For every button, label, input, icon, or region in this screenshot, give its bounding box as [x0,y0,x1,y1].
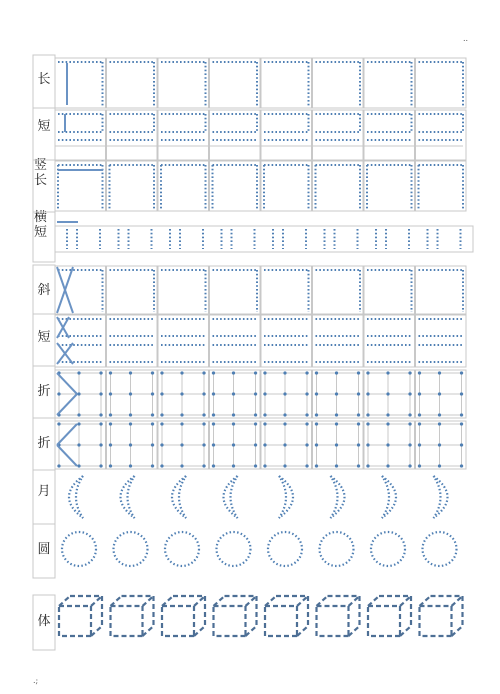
row-slant-short-cell [313,315,364,367]
row-fold-dot [180,371,183,374]
row-short-cell [416,110,467,160]
row-short-cell [210,110,261,160]
row-label-horizontal-short: 横短 [33,210,47,240]
row-vertical-cell [261,161,312,211]
row-fold-dot [305,464,308,467]
label-frame [33,212,55,262]
cube-edge [246,596,257,606]
crescent-outline [69,476,83,518]
row-vertical-cell [158,161,209,211]
row-fold-dot [263,413,266,416]
row-fold-dot [315,422,318,425]
cube-edge [420,596,431,606]
row-fold-dot [151,413,154,416]
cube-edge [91,626,102,636]
row-fold-dot [386,371,389,374]
row-slant-cell [261,266,312,314]
cube-edge [59,596,70,606]
row-fold-dot [460,392,463,395]
row-slant-cell [416,266,467,314]
row-fold-dot [232,422,235,425]
row-fold-dot [160,443,163,446]
row-fold-dot [418,443,421,446]
crescent-outline [172,476,186,518]
row-fold-dot [180,413,183,416]
row-fold-dot [335,392,338,395]
cube-outline [368,596,411,636]
row-fold-dot [408,371,411,374]
row-label-moon: 月 [37,484,51,499]
row-fold-dot [129,371,132,374]
row-vertical-cell [210,161,261,211]
row-fold-dot [283,371,286,374]
crescent-outline [382,476,396,518]
cube-outline [317,596,360,636]
row-fold-dot [160,422,163,425]
row-fold-dot [366,422,369,425]
row-fold-dot [460,413,463,416]
crescent-outline [224,476,238,518]
row-fold-dot [283,464,286,467]
circle-outline [165,532,199,566]
row-fold-dot [129,392,132,395]
cube-edge [400,596,411,606]
cube-edge [297,626,308,636]
row-slant-short-cell [55,315,106,367]
row-fold-sample [57,445,77,466]
row-fold-dot [77,422,80,425]
row-label-cube: 体 [37,614,51,629]
row-vertical-cell [55,161,106,211]
row-fold-dot [129,443,132,446]
row-fold-dot [438,422,441,425]
row-fold-dot [212,413,215,416]
label-frame [33,524,55,578]
row-fold-dot [129,413,132,416]
row-fold-dot [305,443,308,446]
row-fold-dot [109,443,112,446]
row-fold-dot [263,371,266,374]
row-fold-dot [109,464,112,467]
row-label-long: 长 [37,72,51,87]
row-fold-dot [254,371,257,374]
row-fold-dot [99,371,102,374]
footer-mark: .; [33,676,39,685]
row-slant-short-cell [210,315,261,367]
corner-mark: .. [463,34,469,43]
row-fold-dot [151,443,154,446]
row-fold-sample [57,373,77,394]
row-slant-short-cell [158,315,209,367]
row-fold-dot [212,371,215,374]
row-fold-dot [160,392,163,395]
row-long-cell [210,58,261,108]
row-fold-dot [180,422,183,425]
cube-outline [162,596,205,636]
cube-edge [349,596,360,606]
row-vertical-cell [313,161,364,211]
row-fold-sample [57,394,77,415]
row-fold-dot [418,371,421,374]
cube-edge [111,596,122,606]
row-label-circle: 圆 [37,542,51,557]
row-fold-dot [408,413,411,416]
row-fold-dot [315,443,318,446]
row-fold-dot [386,464,389,467]
row-fold-dot [263,392,266,395]
row-fold-dot [438,392,441,395]
row-fold-dot [408,422,411,425]
label-frame [33,366,55,418]
row-short-cell [107,110,158,160]
row-fold-dot [99,413,102,416]
row-fold-dot [357,443,360,446]
row-slant-cell [364,266,415,314]
circle-outline [268,532,302,566]
row-fold-dot [151,392,154,395]
row-fold-dot [418,422,421,425]
row-fold-dot [129,422,132,425]
row-fold-dot [254,443,257,446]
label-frame [33,418,55,470]
row-fold-dot [202,422,205,425]
row-label-vertical-long: 竖长 [33,158,47,188]
row-long-cell [416,58,467,108]
row-fold-dot [366,443,369,446]
row-fold-dot [77,464,80,467]
row-fold-dot [180,443,183,446]
row-fold-dot [438,443,441,446]
row-fold-dot [305,422,308,425]
row-fold-dot [77,413,80,416]
circle-outline [114,532,148,566]
row-label-fold-right: 折 [37,384,51,399]
row-fold-dot [202,413,205,416]
cube-edge [246,626,257,636]
row-fold-dot [357,392,360,395]
row-short-cell [158,110,209,160]
label-frame [33,265,55,314]
row-fold-dot [151,464,154,467]
row-fold-dot [57,422,60,425]
row-fold-dot [460,443,463,446]
row-fold-dot [438,371,441,374]
row-fold-dot [357,464,360,467]
cube-edge [214,596,225,606]
row-fold-dot [129,464,132,467]
row-label-slant: 斜 [37,283,51,298]
row-fold-dot [202,464,205,467]
label-frame [33,55,55,108]
row-fold-dot [254,464,257,467]
row-fold-dot [160,371,163,374]
cube-edge [194,596,205,606]
row-slant-short-cell [364,315,415,367]
row-fold-dot [418,413,421,416]
row-short-cell [364,110,415,160]
row-slant-short-cell [416,315,467,367]
row-long-cell [107,58,158,108]
cube-edge [452,596,463,606]
row-slant-short-cell [107,315,158,367]
row-long-cell [364,58,415,108]
row-fold-dot [357,422,360,425]
circle-outline [423,532,457,566]
row-fold-dot [263,422,266,425]
label-frame [33,108,55,160]
row-fold-dot [386,422,389,425]
row-fold-dot [212,464,215,467]
row-fold-dot [232,464,235,467]
row-fold-dot [366,371,369,374]
row-fold-dot [335,464,338,467]
row-fold-dot [305,413,308,416]
row-fold-dot [160,413,163,416]
row-fold-dot [109,413,112,416]
row-long-cell [261,58,312,108]
row-fold-dot [408,392,411,395]
row-fold-dot [99,443,102,446]
cube-edge [368,596,379,606]
crescent-outline [121,476,135,518]
row-fold-dot [180,464,183,467]
circle-outline [371,532,405,566]
row-fold-dot [408,443,411,446]
row-fold-dot [263,464,266,467]
crescent-outline [434,476,448,518]
row-fold-dot [109,371,112,374]
row-fold-dot [77,371,80,374]
row-fold-dot [460,464,463,467]
row-fold-dot [160,464,163,467]
cube-outline [111,596,154,636]
cube-edge [143,596,154,606]
row-fold-dot [212,392,215,395]
row-fold-dot [77,443,80,446]
cube-edge [297,596,308,606]
row-slant-cell [55,266,106,314]
row-fold-sample [57,424,77,445]
row-short-cell [55,110,106,160]
row-short-cell [261,110,312,160]
row-fold-dot [151,371,154,374]
cube-outline [265,596,308,636]
row-fold-dot [202,443,205,446]
crescent-outline [279,476,293,518]
row-fold-dot [254,392,257,395]
row-slant-cell [210,266,261,314]
row-vertical-cell [364,161,415,211]
row-fold-dot [232,413,235,416]
row-fold-dot [283,413,286,416]
row-fold-dot [283,443,286,446]
circle-outline [320,532,354,566]
cube-edge [317,596,328,606]
row-fold-dot [57,392,60,395]
row-fold-dot [232,392,235,395]
row-fold-dot [315,464,318,467]
row-slant-short-cell [261,315,312,367]
circle-outline [217,532,251,566]
row-label-fold-left: 折 [37,436,51,451]
row-vertical-cell [416,161,467,211]
row-fold-dot [366,464,369,467]
row-fold-dot [232,371,235,374]
circle-outline [62,532,96,566]
row-fold-dot [202,371,205,374]
row-fold-dot [386,443,389,446]
row-fold-dot [335,371,338,374]
row-label-short: 短 [37,119,51,134]
row-fold-dot [438,413,441,416]
row-slant-cell [107,266,158,314]
cube-edge [452,626,463,636]
row-fold-dot [315,392,318,395]
row-fold-dot [408,464,411,467]
row-fold-dot [99,422,102,425]
cube-edge [162,596,173,606]
row-fold-dot [212,443,215,446]
row-fold-dot [357,413,360,416]
row-fold-dot [335,413,338,416]
row-fold-dot [263,443,266,446]
row-fold-dot [438,464,441,467]
cube-outline [214,596,257,636]
row-fold-dot [232,443,235,446]
cube-edge [265,596,276,606]
row-long-cell [55,58,106,108]
row-fold-dot [357,371,360,374]
row-fold-dot [202,392,205,395]
label-frame [33,470,55,524]
row-fold-dot [254,422,257,425]
cube-outline [59,596,102,636]
cube-outline [420,596,463,636]
row-slant-cell [313,266,364,314]
row-fold-dot [77,392,80,395]
row-fold-dot [99,392,102,395]
row-long-cell [158,58,209,108]
row-fold-dot [305,371,308,374]
row-fold-dot [109,392,112,395]
cube-edge [143,626,154,636]
row-fold-dot [335,443,338,446]
row-fold-dot [366,413,369,416]
row-long-cell [313,58,364,108]
row-fold-dot [212,422,215,425]
row-fold-dot [57,464,60,467]
row-fold-dot [305,392,308,395]
row-fold-dot [254,413,257,416]
row-short-cell [313,110,364,160]
row-vertical-cell [107,161,158,211]
row-slant-cell [158,266,209,314]
label-frame [33,160,55,212]
row-fold-dot [109,422,112,425]
row-fold-dot [315,371,318,374]
row-fold-dot [283,392,286,395]
row-label-slant-short: 短 [37,330,51,345]
row-fold-dot [460,422,463,425]
row-fold-dot [335,422,338,425]
row-fold-dot [460,371,463,374]
row-fold-dot [315,413,318,416]
row-fold-dot [386,413,389,416]
row-fold-dot [283,422,286,425]
row-fold-dot [366,392,369,395]
row-fold-dot [99,464,102,467]
cube-edge [91,596,102,606]
cube-edge [194,626,205,636]
row-fold-dot [418,464,421,467]
cube-edge [349,626,360,636]
row-fold-dot [151,422,154,425]
label-frame [33,314,55,366]
row-fold-dot [386,392,389,395]
cube-edge [400,626,411,636]
row-fold-dot [180,392,183,395]
row-fold-dot [418,392,421,395]
label-frame [33,595,55,650]
crescent-outline [331,476,345,518]
